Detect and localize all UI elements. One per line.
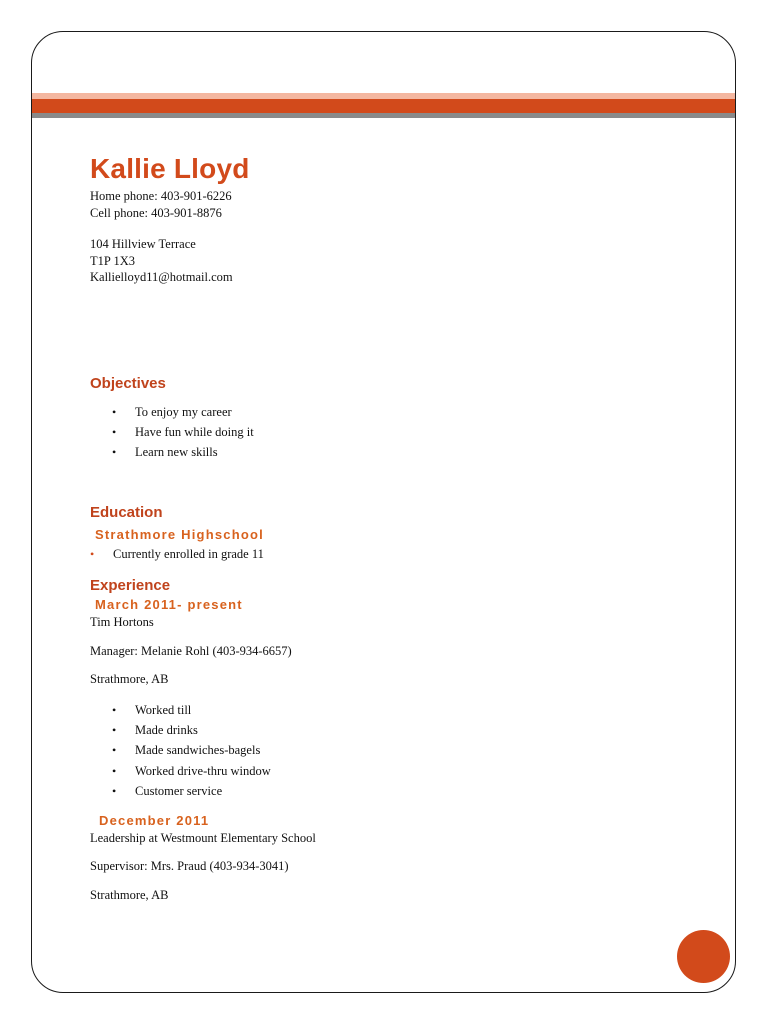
list-item: • To enjoy my career xyxy=(90,402,690,422)
bullet-icon: • xyxy=(112,702,117,717)
education-heading: Education xyxy=(90,503,163,521)
job-manager: Manager: Melanie Rohl (403-934-6657) xyxy=(90,643,292,658)
bullet-icon: • xyxy=(112,445,117,460)
job-date: March 2011- present xyxy=(95,597,243,613)
bullet-icon: • xyxy=(112,743,117,758)
header-band-accent xyxy=(32,99,735,113)
list-item: • Worked till xyxy=(90,700,690,720)
home-phone: Home phone: 403-901-6226 xyxy=(90,189,232,203)
list-item: • Currently enrolled in grade 11 xyxy=(90,544,690,564)
job-manager: Supervisor: Mrs. Praud (403-934-3041) xyxy=(90,859,289,874)
experience-heading: Experience xyxy=(90,577,171,595)
job-employer: Leadership at Westmount Elementary School xyxy=(90,830,316,845)
address-line1: 104 Hillview Terrace xyxy=(90,237,196,251)
school-name: Strathmore Highschool xyxy=(95,526,264,542)
resume-content xyxy=(90,150,690,903)
bullet-icon: • xyxy=(90,546,95,561)
bullet-icon: • xyxy=(112,763,117,778)
address-line2: T1P 1X3 xyxy=(90,253,136,268)
job-duties-list xyxy=(90,700,690,802)
bullet-icon: • xyxy=(112,404,117,419)
header-band-gray xyxy=(32,113,735,118)
education-list xyxy=(90,544,690,564)
bullet-icon: • xyxy=(112,424,117,439)
decorative-circle xyxy=(677,930,730,983)
list-item: • Learn new skills xyxy=(90,442,690,462)
bullet-icon: • xyxy=(112,723,117,738)
email: Kallielloyd11@hotmail.com xyxy=(90,270,233,284)
job-location: Strathmore, AB xyxy=(90,887,169,902)
job-employer: Tim Hortons xyxy=(90,615,154,630)
list-item: • Have fun while doing it xyxy=(90,422,690,442)
cell-phone: Cell phone: 403-901-8876 xyxy=(90,205,222,220)
job-date: December 2011 xyxy=(99,812,210,828)
list-item: • Worked drive-thru window xyxy=(90,761,690,781)
list-item: • Made sandwiches-bagels xyxy=(90,740,690,760)
objectives-list xyxy=(90,402,690,463)
resume-name: Kallie Lloyd xyxy=(90,153,250,184)
list-item: • Made drinks xyxy=(90,720,690,740)
job-location: Strathmore, AB xyxy=(90,672,169,687)
list-item: • Customer service xyxy=(90,781,690,801)
objectives-heading: Objectives xyxy=(90,374,166,392)
bullet-icon: • xyxy=(112,784,117,799)
